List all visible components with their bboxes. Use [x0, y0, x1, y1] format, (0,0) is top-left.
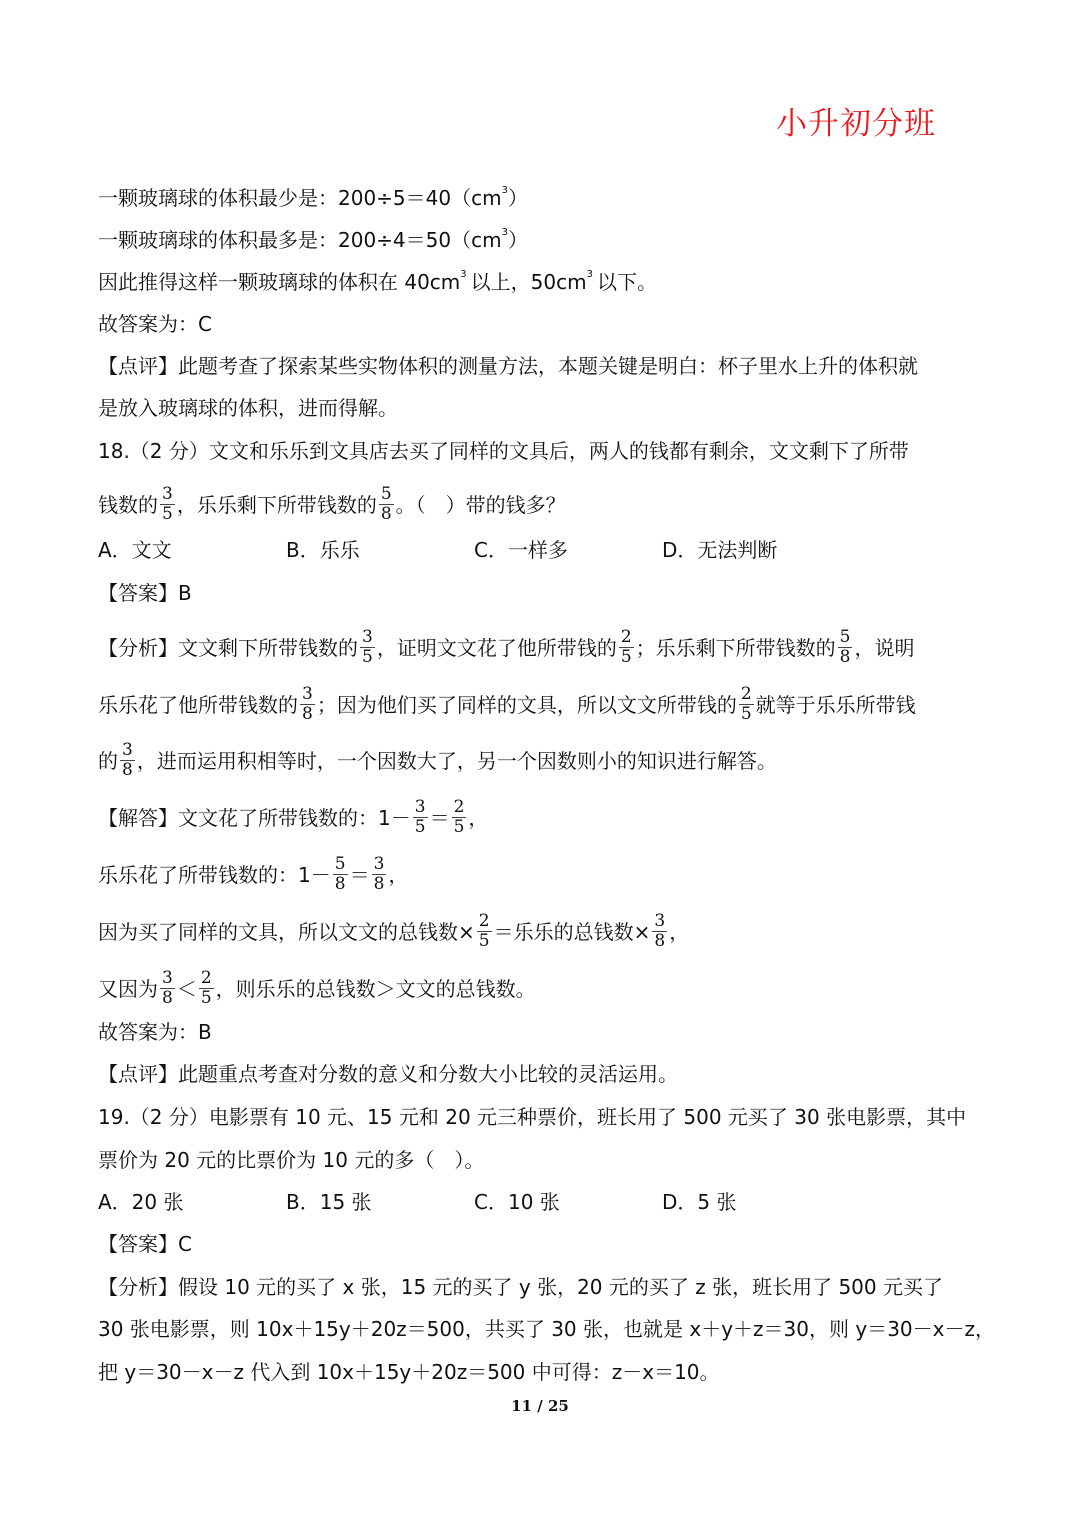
- q19-options: [98, 1188, 850, 1216]
- text: 以下。: [596, 270, 657, 294]
- text: ，乐乐剩下所带钱数的: [176, 492, 377, 517]
- header-badge: 小升初分班: [776, 106, 936, 142]
- comment-17-line-1: 【点评】此题考查了探索某些实物体积的测量方法，本题关键是明白：杯子里水上升的体积就: [98, 354, 918, 378]
- numerator: 2: [478, 911, 490, 931]
- q18-comment: 【点评】此题重点考查对分数的意义和分数大小比较的灵活运用。: [98, 1062, 678, 1086]
- numerator: 5: [839, 627, 851, 647]
- option-d[interactable]: D．5 张: [662, 1190, 737, 1214]
- numerator: 5: [334, 854, 346, 874]
- option-d[interactable]: D．无法判断: [662, 538, 778, 562]
- fraction: [160, 969, 175, 1008]
- inference-line: 因此推得这样一颗玻璃球的体积在 40cm $^3$ 以上，50cm $^3$ 以下。: [98, 269, 657, 294]
- fraction: [452, 798, 467, 837]
- q18-stem-line-2: [98, 485, 566, 524]
- option-a[interactable]: A．文文: [98, 538, 172, 562]
- q19-analysis-line-1: 【分析】假设 10 元的买了 x 张，15 元的买了 y 张，20 元的买了 z 张，班长用了 500 元买了: [98, 1275, 943, 1299]
- text: ，: [388, 862, 409, 887]
- denominator: 8: [839, 647, 851, 667]
- numerator: 2: [620, 627, 632, 647]
- q18-solution-line-2: [98, 855, 408, 894]
- text: ，证明文文花了他所带钱的: [376, 635, 617, 660]
- denominator: 5: [162, 504, 173, 524]
- text: 乐乐花了他所带钱数的: [98, 692, 298, 717]
- denominator: 8: [122, 760, 133, 780]
- q19-analysis-line-2: 30 张电影票，则 10x＋15y＋20z＝500，共买了 30 张，也就是 x＋y＋z＝30，则 y＝30－x－z，: [98, 1317, 995, 1341]
- text: 钱数的: [98, 492, 158, 517]
- numerator: 3: [414, 797, 426, 817]
- numerator: 5: [380, 484, 392, 504]
- text: 一颗玻璃球的体积最少是：200÷5＝40（cm: [98, 186, 502, 210]
- q18-stem-line-1: 18.（2 分）文文和乐乐到文具店去买了同样的文具后，两人的钱都有剩余，文文剩下了所带: [98, 439, 909, 463]
- numerator: 2: [453, 797, 465, 817]
- fraction: [300, 685, 315, 724]
- q18-solution-line-3: [98, 912, 689, 951]
- numerator: 3: [122, 740, 133, 760]
- numerator: 3: [162, 968, 173, 988]
- text: 的: [98, 748, 118, 773]
- text: ，: [669, 919, 690, 944]
- denominator: 5: [740, 704, 752, 724]
- text: ；因为他们买了同样的文具，所以文文所带钱的: [316, 692, 737, 717]
- numerator: 3: [162, 484, 173, 504]
- fraction: [120, 741, 135, 780]
- fraction: [372, 855, 387, 894]
- text: 。（ ）带的钱多？: [395, 492, 566, 517]
- text: 【分析】文文剩下所带钱数的: [98, 635, 358, 660]
- q18-answer: 【答案】B: [98, 581, 192, 605]
- q19-stem-line-1: 19.（2 分）电影票有 10 元、15 元和 20 元三种票价，班长用了 500 元买了 30 张电影票，其中: [98, 1105, 967, 1129]
- answer-17-final: 故答案为：C: [98, 312, 212, 336]
- text: 乐乐花了所带钱数的：1－: [98, 862, 331, 887]
- fraction: [413, 798, 428, 837]
- page-number: 11 / 25: [511, 1397, 569, 1415]
- fraction: [160, 485, 175, 524]
- denominator: 5: [362, 647, 373, 667]
- q19-answer: 【答案】C: [98, 1232, 192, 1256]
- max-volume-line: 一颗玻璃球的体积最多是：200÷4＝50（cm $^3$ ）: [98, 227, 528, 252]
- fraction: [199, 969, 214, 1008]
- fraction: [739, 685, 754, 724]
- text: 以上，50cm: [470, 270, 587, 294]
- text: 因此推得这样一颗玻璃球的体积在 40cm: [98, 270, 461, 294]
- fraction: [379, 485, 394, 524]
- denominator: 5: [478, 931, 490, 951]
- q18-options: [98, 536, 850, 564]
- text: ，: [468, 805, 489, 830]
- text: 又因为: [98, 976, 158, 1001]
- q18-solution-line-4: [98, 969, 536, 1008]
- option-c[interactable]: C．10 张: [474, 1190, 560, 1214]
- text: 因为买了同样的文具，所以文文的总钱数×: [98, 919, 475, 944]
- q18-analysis-line-3: [98, 741, 777, 780]
- numerator: 3: [302, 684, 313, 704]
- text: ，则乐乐的总钱数＞文文的总钱数。: [215, 976, 536, 1001]
- denominator: 5: [414, 817, 426, 837]
- option-c[interactable]: C．一样多: [474, 538, 568, 562]
- text: ）: [507, 186, 528, 210]
- denominator: 8: [380, 504, 392, 524]
- q19-analysis-line-3: 把 y＝30－x－z 代入到 10x＋15y＋20z＝500 中可得：z－x＝10。: [98, 1360, 720, 1384]
- fraction: [477, 912, 492, 951]
- denominator: 5: [620, 647, 632, 667]
- option-b[interactable]: B．15 张: [286, 1190, 372, 1214]
- q19-stem-line-2: 票价为 20 元的比票价为 10 元的多（ ）。: [98, 1148, 485, 1172]
- text: ，说明: [854, 635, 915, 660]
- numerator: 2: [200, 968, 212, 988]
- numerator: 3: [373, 854, 385, 874]
- numerator: 2: [740, 684, 752, 704]
- denominator: 8: [334, 874, 346, 894]
- text: ，进而运用积相等时，一个因数大了，另一个因数则小的知识进行解答。: [136, 748, 777, 773]
- text: 就等于乐乐所带钱: [755, 692, 916, 717]
- text: ；乐乐剩下所带钱数的: [635, 635, 836, 660]
- option-a[interactable]: A．20 张: [98, 1190, 184, 1214]
- q18-final-answer: 故答案为：B: [98, 1020, 212, 1044]
- text: ＝: [349, 862, 370, 887]
- option-b[interactable]: B．乐乐: [286, 538, 360, 562]
- min-volume-line: 一颗玻璃球的体积最少是：200÷5＝40（cm $^3$ ）: [98, 185, 528, 210]
- denominator: 5: [453, 817, 465, 837]
- fraction: [360, 628, 375, 667]
- denominator: 8: [162, 988, 173, 1008]
- fraction: [652, 912, 667, 951]
- comment-17-line-2: 是放入玻璃球的体积，进而得解。: [98, 396, 398, 420]
- denominator: 8: [373, 874, 385, 894]
- fraction: [838, 628, 853, 667]
- numerator: 3: [654, 911, 666, 931]
- text: ＝: [429, 805, 450, 830]
- text: 【解答】文文花了所带钱数的：1－: [98, 805, 411, 830]
- fraction: [619, 628, 634, 667]
- fraction: [333, 855, 348, 894]
- text: ）: [507, 228, 528, 252]
- q18-analysis-line-1: [98, 628, 914, 667]
- denominator: 5: [200, 988, 212, 1008]
- denominator: 8: [302, 704, 313, 724]
- text: ＜: [176, 976, 197, 1001]
- q18-solution-line-1: [98, 798, 488, 837]
- numerator: 3: [362, 627, 373, 647]
- q18-analysis-line-2: [98, 685, 916, 724]
- text: 一颗玻璃球的体积最多是：200÷4＝50（cm: [98, 228, 502, 252]
- text: ＝乐乐的总钱数×: [493, 919, 651, 944]
- denominator: 8: [654, 931, 666, 951]
